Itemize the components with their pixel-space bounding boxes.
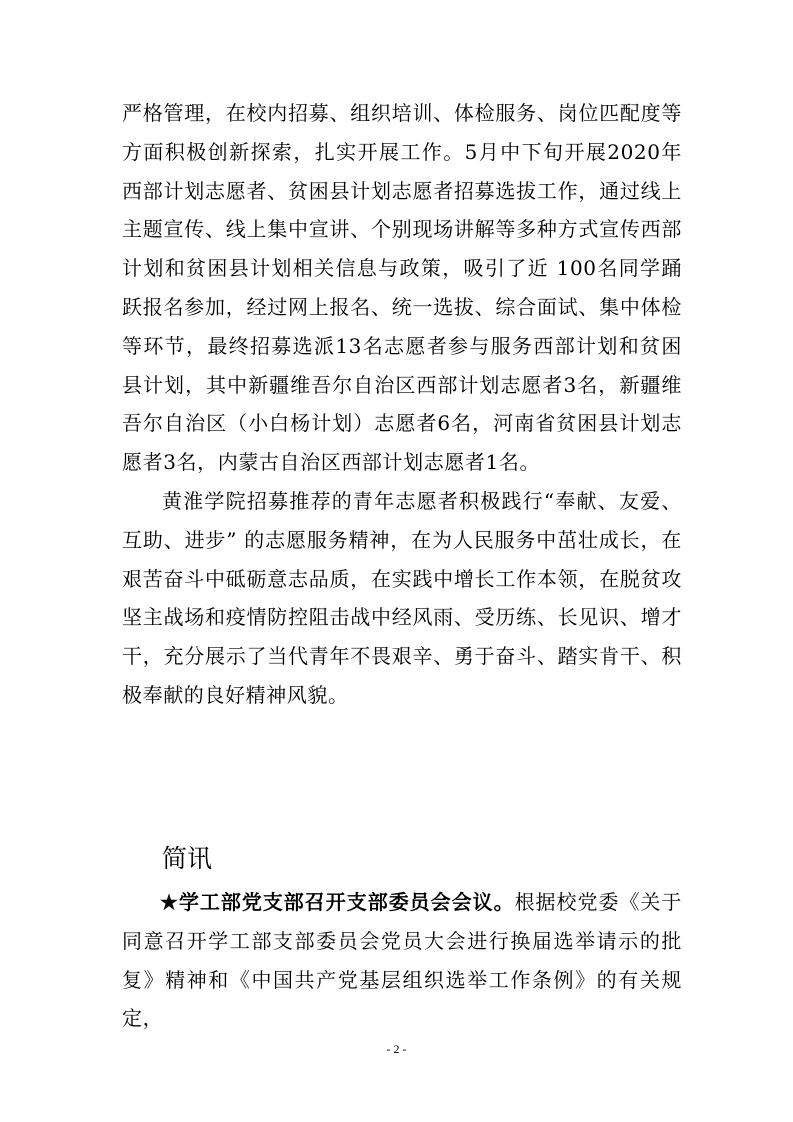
paragraph-recruitment: 严格管理，在校内招募、组织培训、体检服务、岗位匹配度等方面积极创新探索，扎实开展工作。5月中下旬开展2020年西部计划志愿者、贫困县计划志愿者招募选拔工作，通过线上主题宣传、线上集中宣讲、个别现场讲解等多种方式宣传西部计划和贫困县计划相关信息与政策，吸引了近 100名同学踊跃报名参加，经过网上报名、统一选拔、综合面试、集中体检等环节，最终招募选派13名志愿者参与服务西部计划和贫困县计划，其中新疆维吾尔自治区西部计划志愿者3名，新疆维吾尔自治区（小白杨计划）志愿者6名，河南省贫困县计划志愿者3名，内蒙古自治区西部计划志愿者1名。: [122, 101, 682, 475]
news-item-text: 根据校党委《关于同意召开学工部支部委员会党员大会进行换届选举请示的批复》精神和《中国共产党基层组织选举工作条例》的有关规定，: [122, 890, 683, 1031]
section-heading-news-brief: 简讯: [162, 844, 213, 873]
page-number: - 2 -: [386, 1042, 407, 1056]
news-brief-section: [122, 883, 682, 1038]
paragraph-volunteer-spirit: 黄淮学院招募推荐的青年志愿者积极践行“奉献、友爱、互助、进步” 的志愿服务精神，在为人民服务中茁壮成长，在艰苦奋斗中砥砺意志品质，在实践中增长工作本领，在脱贫攻坚主战场和疫情防控阻击战中经风雨、受历练、长见识、增才干，充分展示了当代青年不畏艰辛、勇于奋斗、踏实肯干、积极奉献的良好精神风貌。: [122, 488, 682, 707]
news-item: [122, 883, 682, 1038]
star-icon: ★: [160, 890, 179, 914]
news-item-lead: 学工部党支部召开支部委员会会议。: [178, 890, 515, 914]
article-body: [122, 94, 682, 715]
